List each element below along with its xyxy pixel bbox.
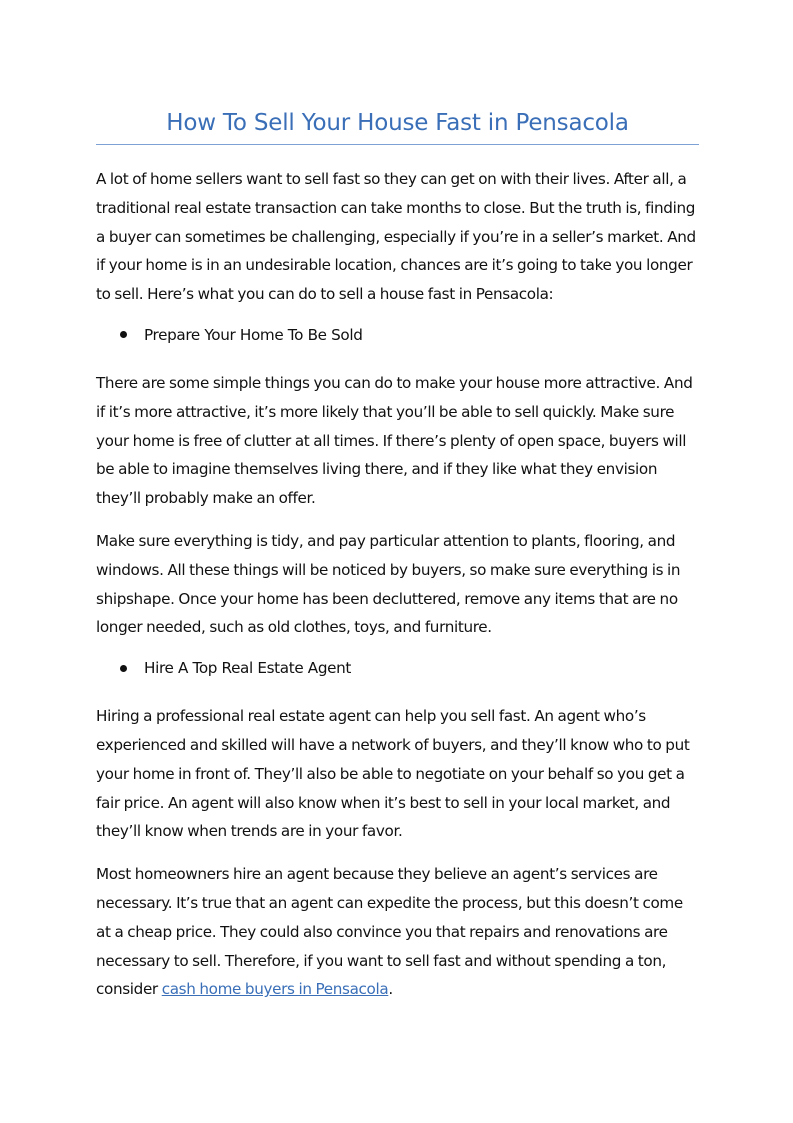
closing-punctuation: . <box>388 980 393 999</box>
section-heading-label: Prepare Your Home To Be Sold <box>144 325 363 344</box>
paragraph: Hiring a professional real estate agent can help you sell fast. An agent who’s experienced and skilled will have a network of buyers, and they’ll know who to put your home in front of. They’ll also be able to negotiate on your behalf so you get a fair price. An agent will also know when it’s best to sell in your local market, and they’ll know when trends are in your favor. <box>96 707 690 841</box>
section-heading-prepare <box>96 321 699 349</box>
section-heading-label: Hire A Top Real Estate Agent <box>144 659 352 678</box>
page-title: How To Sell Your House Fast in Pensacola <box>96 110 699 145</box>
closing-text: Most homeowners hire an agent because they believe an agent’s services are necessary. It’s true that an agent can expedite the process, but this doesn’t come at a cheap price. They could also convince you that repairs and renovations are necessary to sell. Therefore, if you want to sell fast and without spending a ton, consider <box>96 865 683 999</box>
bullet-icon <box>120 665 127 672</box>
document-page <box>96 110 699 1004</box>
cash-home-buyers-link[interactable]: cash home buyers in Pensacola <box>161 980 389 999</box>
paragraph: There are some simple things you can do to make your house more attractive. And if it’s more attractive, it’s more likely that you’ll be able to sell quickly. Make sure your home is free of clutter at all times. If there’s plenty of open space, buyers will be able to imagine themselves living there, and if they like what they envision they’ll probably make an offer. <box>96 373 693 508</box>
bullet-icon <box>120 331 127 338</box>
paragraph: Make sure everything is tidy, and pay particular attention to plants, flooring, and windows. All these things will be noticed by buyers, so make sure everything is in shipshape. Once your home has been decluttered, remove any items that are no longer needed, such as old clothes, toys, and furniture. <box>96 531 681 637</box>
closing-paragraph <box>96 860 699 1004</box>
intro-paragraph: A lot of home sellers want to sell fast so they can get on with their lives. After all, a traditional real estate transaction can take months to close. But the truth is, finding a buyer can sometimes be challenging, especially if you’re in a seller’s market. And if your home is in an undesirable location, chances are it’s going to take you longer to sell. Here’s what you can do to sell a house fast in Pensacola: <box>96 170 696 304</box>
section-heading-agent <box>96 654 699 682</box>
